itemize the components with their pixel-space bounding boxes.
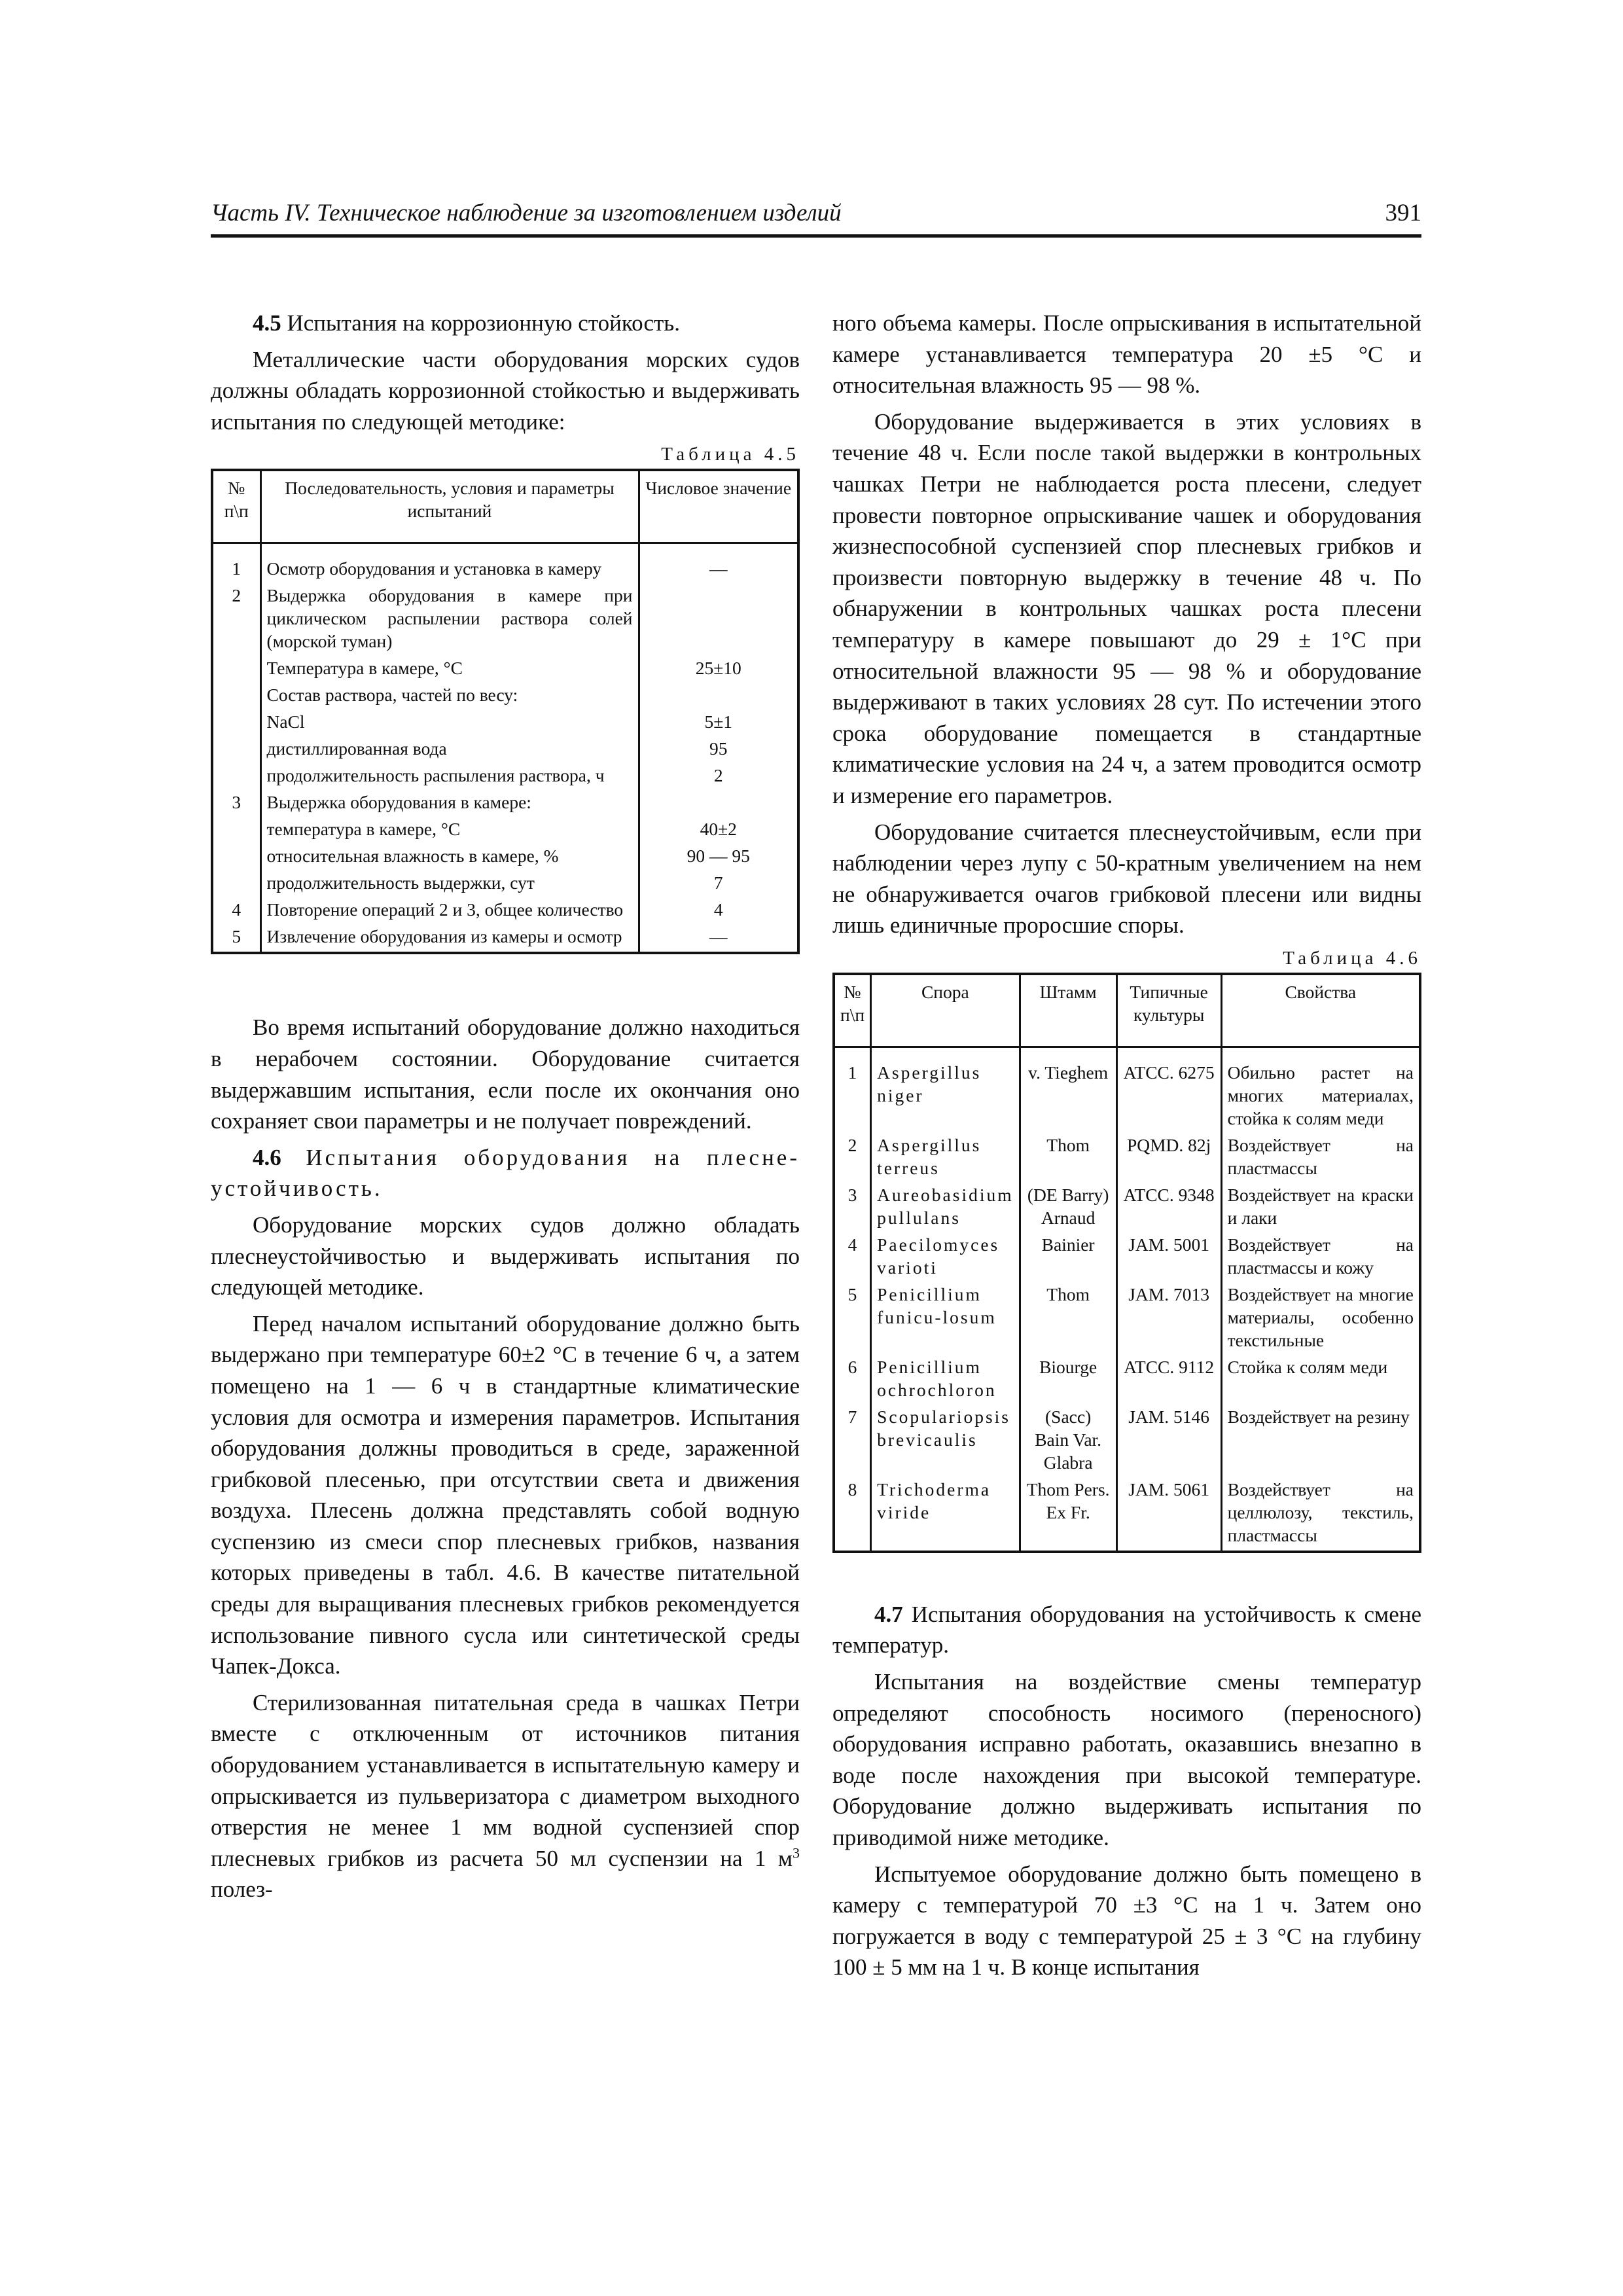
table-cell bbox=[639, 582, 798, 655]
table-row bbox=[212, 842, 798, 869]
table-row bbox=[834, 1403, 1420, 1476]
section-number: 4.6 bbox=[253, 1144, 281, 1170]
table-row bbox=[834, 1181, 1420, 1231]
section-4-6-heading bbox=[211, 1142, 800, 1204]
table-row bbox=[212, 735, 798, 762]
table-cell: Воздействует на резину bbox=[1221, 1403, 1420, 1476]
table-cell: 1 bbox=[834, 1047, 871, 1132]
left-column bbox=[211, 308, 800, 1910]
section-title: Испытания оборудования на плесне-устойчивость. bbox=[211, 1144, 800, 1202]
table-cell: 2 bbox=[834, 1132, 871, 1181]
table-cell: Aspergillus niger bbox=[871, 1047, 1020, 1132]
table-row bbox=[834, 1281, 1420, 1354]
paragraph-text: Стерилизованная питательная среда в чашках Петри вместе с отключенным от источников питания оборудованием устанавливается в испытательную камеру и опрыскивается из пульверизатора с диаметром выходного отверстия не менее 1 мм водной суспензией спор плесневых грибков из расчета 50 мл суспензии на 1 м bbox=[211, 1689, 800, 1871]
table-cell: 2 bbox=[639, 762, 798, 789]
table-cell bbox=[212, 681, 260, 708]
paragraph: Во время испытаний оборудование должно находиться в нерабочем состоянии. Оборудование считается выдержавшим испытания, если после их окончания оно сохраняет свои параметры и не получает повреждений. bbox=[211, 1014, 800, 1134]
table-cell: 3 bbox=[834, 1181, 871, 1231]
table-cell: Воздействует на целлюлозу, текстиль, пластмассы bbox=[1221, 1476, 1420, 1552]
table-cell: Scopulariopsis brevicaulis bbox=[871, 1403, 1020, 1476]
table-cell: NaCl bbox=[260, 708, 639, 735]
table-row bbox=[212, 762, 798, 789]
column-header: № п\п bbox=[212, 470, 260, 543]
section-title: Испытания оборудования на устойчивость к смене температур. bbox=[832, 1601, 1421, 1659]
table-cell: — bbox=[639, 543, 798, 583]
table-cell: 7 bbox=[639, 869, 798, 896]
table-row bbox=[834, 1047, 1420, 1132]
table-caption: Таблица 4.6 bbox=[1283, 947, 1421, 969]
table-cell: Осмотр оборудования и установка в камеру bbox=[260, 543, 639, 583]
column-header: Свойства bbox=[1221, 974, 1420, 1047]
table-row bbox=[212, 708, 798, 735]
paragraph: ного объема камеры. После опрыскивания в испытательной камере устанавливается температура 20 ±5 °С и относительная влажность 95 — 98 %. bbox=[832, 310, 1421, 399]
table-cell: ATCC. 9112 bbox=[1116, 1354, 1221, 1403]
table-cell: Penicillium ochrochloron bbox=[871, 1354, 1020, 1403]
section-number: 4.7 bbox=[874, 1601, 903, 1627]
table-cell: Thom bbox=[1020, 1281, 1116, 1354]
table-row bbox=[212, 681, 798, 708]
table-4-6 bbox=[832, 973, 1421, 1553]
table-header-row bbox=[834, 974, 1420, 1047]
table-cell: Температура в камере, °С bbox=[260, 655, 639, 681]
table-cell: — bbox=[639, 923, 798, 953]
table-cell: Выдержка оборудования в камере: bbox=[260, 789, 639, 816]
table-cell: 95 bbox=[639, 735, 798, 762]
table-row bbox=[212, 789, 798, 816]
table-cell: 25±10 bbox=[639, 655, 798, 681]
table-cell: Воздействует на пластмассы bbox=[1221, 1132, 1420, 1181]
paragraph: Оборудование выдерживается в этих условиях в течение 48 ч. Если после такой выдержки в контрольных чашках Петри не наблюдается роста плесени, следует провести повторное опрыскивание чашек и оборудования жизнеспособной суспензией спор плесневых грибков и произвести повторную выдержку в течение 48 ч. По обнаружении в контрольных чашках роста плесени температуру в камере повышают до 29 ± 1°С при относительной влажности 95 — 98 % и оборудование выдерживают в таких условиях 28 сут. По истечении этого срока оборудование помещается в стандартные климатические условия на 24 ч, а затем проводится осмотр и измерение его параметров. bbox=[832, 408, 1421, 808]
section-number: 4.5 bbox=[253, 310, 281, 336]
table-caption: Таблица 4.5 bbox=[661, 444, 800, 465]
table-4-5 bbox=[211, 469, 800, 954]
table-cell: Aspergillus terreus bbox=[871, 1132, 1020, 1181]
table-cell bbox=[212, 655, 260, 681]
paragraph bbox=[211, 1687, 800, 1905]
paragraph: Перед началом испытаний оборудование должно быть выдержано при температуре 60±2 °С в течение 6 ч, а затем помещено на 1 — 6 ч в стандартные климатические условия для осмотра и измерения параметров. Испытания оборудования должны проводиться в среде, зараженной грибковой плесенью, при отсутствии света и движения воздуха. Плесень должна представлять собой водную суспензию из смеси спор плесневых грибков, названия которых приведены в табл. 4.6. В качестве питательной среды для выращивания плесневых грибков рекомендуется использование пивного сусла или синтетической среды Чапек-Докса. bbox=[211, 1310, 800, 1679]
table-cell: JAM. 7013 bbox=[1116, 1281, 1221, 1354]
table-cell: 5 bbox=[212, 923, 260, 953]
table-cell: 40±2 bbox=[639, 816, 798, 842]
section-4-7-heading bbox=[832, 1599, 1421, 1661]
table-cell: (DE Barry) Arnaud bbox=[1020, 1181, 1116, 1231]
table-cell: Trichoderma viride bbox=[871, 1476, 1020, 1552]
table-cell: Извлечение оборудования из камеры и осмотр bbox=[260, 923, 639, 953]
table-cell: Aureobasidium pullulans bbox=[871, 1181, 1020, 1231]
table-cell: Bainier bbox=[1020, 1231, 1116, 1281]
table-cell: Состав раствора, частей по весу: bbox=[260, 681, 639, 708]
table-row bbox=[212, 655, 798, 681]
table-row bbox=[212, 816, 798, 842]
table-row bbox=[834, 1132, 1420, 1181]
table-cell: продолжительность распыления раствора, ч bbox=[260, 762, 639, 789]
table-cell bbox=[212, 869, 260, 896]
table-cell: 90 — 95 bbox=[639, 842, 798, 869]
table-cell: 4 bbox=[639, 896, 798, 923]
table-cell: 6 bbox=[834, 1354, 871, 1403]
table-cell: Biourge bbox=[1020, 1354, 1116, 1403]
table-cell: 7 bbox=[834, 1403, 871, 1476]
section-4-5-heading bbox=[211, 308, 800, 339]
section-title: Испытания на коррозионную стойкость. bbox=[281, 310, 681, 336]
table-row bbox=[834, 1231, 1420, 1281]
page-number: 391 bbox=[1385, 200, 1421, 226]
paragraph: Испытуемое оборудование должно быть помещено в камеру с температурой 70 ±3 °С на 1 ч. Затем оно погружается в воду с температурой 25 ± 3 °С на глубину 100 ± 5 мм на 1 ч. В конце испытания bbox=[832, 1861, 1421, 1981]
table-cell: Paecilomyces varioti bbox=[871, 1231, 1020, 1281]
table-row bbox=[212, 543, 798, 583]
table-cell: 4 bbox=[834, 1231, 871, 1281]
table-cell: 2 bbox=[212, 582, 260, 655]
table-cell bbox=[212, 735, 260, 762]
table-cell: относительная влажность в камере, % bbox=[260, 842, 639, 869]
table-row bbox=[212, 923, 798, 953]
column-header: № п\п bbox=[834, 974, 871, 1047]
header-title: Часть IV. Техническое наблюдение за изготовлением изделий bbox=[211, 200, 842, 226]
table-body bbox=[834, 1047, 1420, 1552]
table-cell: Обильно растет на многих материалах, стойка к солям меди bbox=[1221, 1047, 1420, 1132]
paragraph-text: полез- bbox=[211, 1876, 273, 1903]
table-cell: PQMD. 82j bbox=[1116, 1132, 1221, 1181]
table-cell: v. Tieghem bbox=[1020, 1047, 1116, 1132]
column-header: Спора bbox=[871, 974, 1020, 1047]
table-cell: дистиллированная вода bbox=[260, 735, 639, 762]
paragraph: Металлические части оборудования морских судов должны обладать коррозионной стойкостью и выдерживать испытания по следующей методике: bbox=[211, 346, 800, 435]
table-cell: ATCC. 6275 bbox=[1116, 1047, 1221, 1132]
table-cell bbox=[212, 708, 260, 735]
table-cell bbox=[639, 789, 798, 816]
table-cell: Стойка к солям меди bbox=[1221, 1354, 1420, 1403]
running-header bbox=[211, 196, 1421, 238]
table-cell bbox=[212, 842, 260, 869]
table-cell bbox=[212, 762, 260, 789]
column-header: Последовательность, условия и параметры испытаний bbox=[260, 470, 639, 543]
table-cell: Выдержка оборудования в камере при циклическом распылении раствора солей (морской туман) bbox=[260, 582, 639, 655]
table-cell: Воздействует на многие материалы, особенно текстильные bbox=[1221, 1281, 1420, 1354]
superscript: 3 bbox=[793, 1844, 800, 1861]
paragraph: Оборудование морских судов должно обладать плеснеустойчивостью и выдерживать испытания по следующей методике. bbox=[211, 1211, 800, 1300]
table-cell bbox=[639, 681, 798, 708]
table-cell: Воздействует на краски и лаки bbox=[1221, 1181, 1420, 1231]
table-header-row bbox=[212, 470, 798, 543]
table-row bbox=[212, 896, 798, 923]
table-row bbox=[834, 1354, 1420, 1403]
table-cell: 8 bbox=[834, 1476, 871, 1552]
table-body bbox=[212, 543, 798, 954]
table-cell: JAM. 5061 bbox=[1116, 1476, 1221, 1552]
table-cell: (Sacc) Bain Var. Glabra bbox=[1020, 1403, 1116, 1476]
table-cell: 1 bbox=[212, 543, 260, 583]
table-cell bbox=[212, 816, 260, 842]
table-cell: Повторение операций 2 и 3, общее количество bbox=[260, 896, 639, 923]
table-cell: 5 bbox=[834, 1281, 871, 1354]
table-cell: Воздействует на пластмассы и кожу bbox=[1221, 1231, 1420, 1281]
table-cell: JAM. 5146 bbox=[1116, 1403, 1221, 1476]
table-cell: температура в камере, °С bbox=[260, 816, 639, 842]
column-header: Числовое значение bbox=[639, 470, 798, 543]
paragraph: Испытания на воздействие смены температур определяют способность носимого (переносного) оборудования исправно работать, оказавшись внезапно в воде после нахождения при высокой температуре. Оборудование должно выдерживать испытания по приводимой ниже методике. bbox=[832, 1669, 1421, 1851]
table-cell: 3 bbox=[212, 789, 260, 816]
table-cell: 4 bbox=[212, 896, 260, 923]
table-cell: Thom bbox=[1020, 1132, 1116, 1181]
table-row bbox=[834, 1476, 1420, 1552]
column-header: Типичные культуры bbox=[1116, 974, 1221, 1047]
table-cell: 5±1 bbox=[639, 708, 798, 735]
table-row bbox=[212, 582, 798, 655]
paragraph: Оборудование считается плеснеустойчивым, если при наблюдении через лупу с 50-кратным увеличением на нем не обнаруживается очагов грибковой плесени или видны лишь единичные проросшие споры. bbox=[832, 819, 1421, 939]
table-cell: Thom Pers. Ex Fr. bbox=[1020, 1476, 1116, 1552]
table-cell: продолжительность выдержки, сут bbox=[260, 869, 639, 896]
right-column bbox=[832, 308, 1421, 1988]
table-cell: Penicillium funicu-losum bbox=[871, 1281, 1020, 1354]
column-header: Штамм bbox=[1020, 974, 1116, 1047]
table-cell: ATCC. 9348 bbox=[1116, 1181, 1221, 1231]
table-row bbox=[212, 869, 798, 896]
table-cell: JAM. 5001 bbox=[1116, 1231, 1221, 1281]
